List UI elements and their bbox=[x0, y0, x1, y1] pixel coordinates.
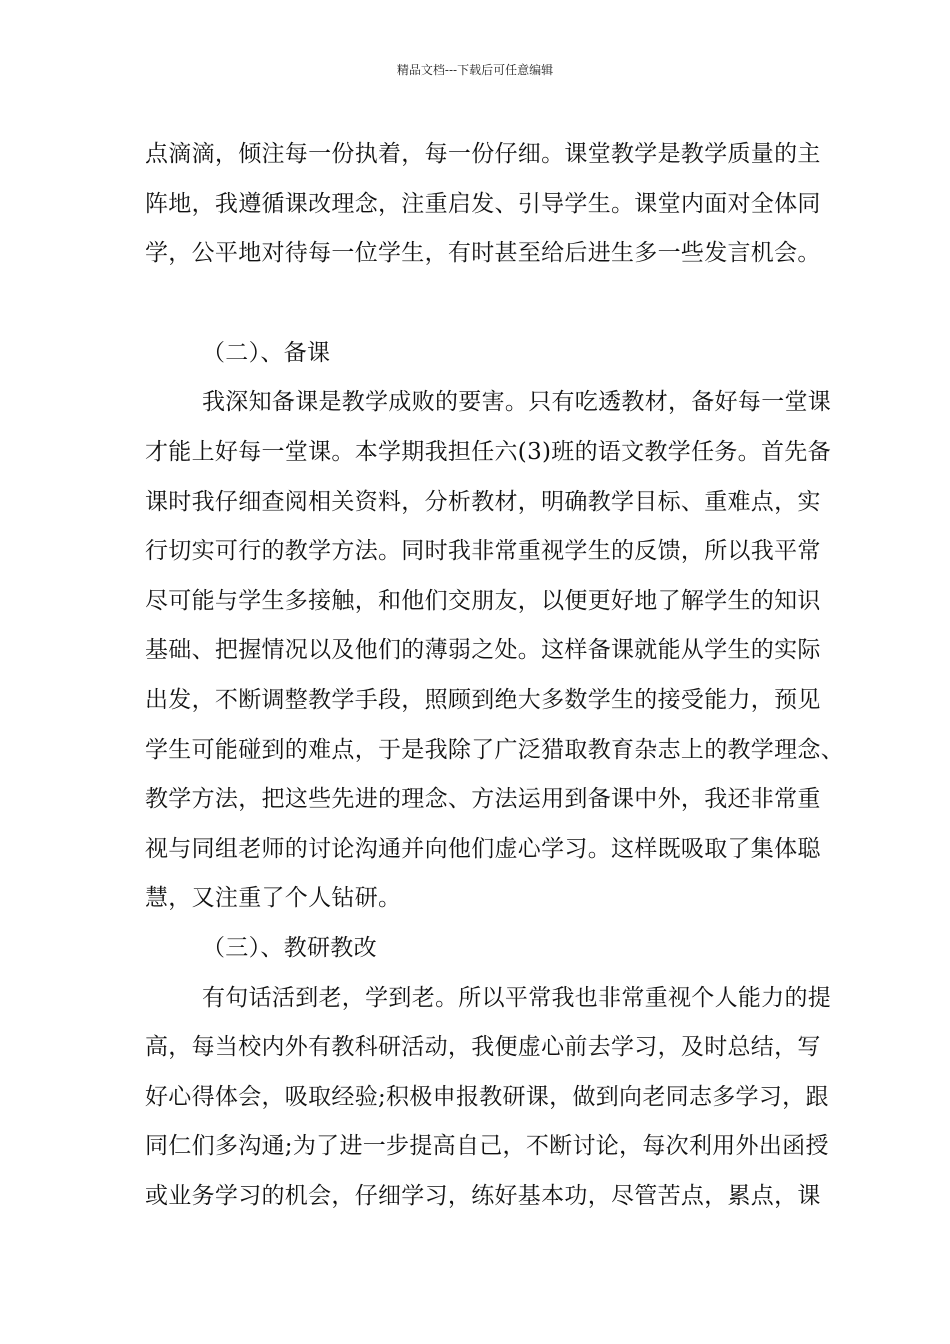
text-line: 慧，又注重了个人钻研。 bbox=[145, 885, 402, 912]
document-body bbox=[145, 130, 844, 1221]
text-line: 课时我仔细查阅相关资料，分析教材，明确教学目标、重难点，实 bbox=[145, 488, 821, 515]
text-line: 学，公平地对待每一位学生，有时甚至给后进生多一些发言机会。 bbox=[145, 240, 821, 267]
text-line: 出发，不断调整教学手段，照顾到绝大多数学生的接受能力，预见 bbox=[145, 686, 821, 713]
text-line: 好心得体会，吸取经验;积极申报教研课，做到向老同志多学习，跟 bbox=[145, 1083, 829, 1110]
text-line: 有句话活到老，学到老。所以平常我也非常重视个人能力的提 bbox=[202, 984, 832, 1011]
text-line: 学生可能碰到的难点，于是我除了广泛猎取教育杂志上的教学理念、 bbox=[145, 736, 844, 763]
text-line: 尽可能与学生多接触，和他们交朋友，以便更好地了解学生的知识 bbox=[145, 587, 821, 614]
text-line: 点滴滴，倾注每一份执着，每一份仔细。课堂教学是教学质量的主 bbox=[145, 141, 821, 167]
paragraph-spacer bbox=[145, 279, 825, 329]
text-line: 同仁们多沟通;为了进一步提高自己，不断讨论，每次利用外出函授 bbox=[145, 1133, 829, 1160]
text-line: 行切实可行的教学方法。同时我非常重视学生的反馈，所以我平常 bbox=[145, 538, 821, 565]
text-line: 或业务学习的机会，仔细学习，练好基本功，尽管苦点，累点，课 bbox=[145, 1182, 821, 1209]
section-heading: （三）、教研教改 bbox=[202, 934, 377, 961]
text-line: 教学方法，把这些先进的理念、方法运用到备课中外，我还非常重 bbox=[145, 786, 821, 813]
page-header: 精品文档---下载后可任意编辑 bbox=[396, 63, 554, 77]
text-line: 才能上好每一堂课。本学期我担任六(3)班的语文教学任务。首先备 bbox=[145, 438, 831, 465]
text-line: 阵地，我遵循课改理念，注重启发、引导学生。课堂内面对全体同 bbox=[145, 190, 821, 217]
text-line: 视与同组老师的讨论沟通并向他们虚心学习。这样既吸取了集体聪 bbox=[145, 835, 821, 862]
section-heading: （二）、备课 bbox=[202, 339, 331, 366]
text-line: 高，每当校内外有教科研活动，我便虚心前去学习，及时总结，写 bbox=[145, 1034, 821, 1061]
text-line: 我深知备课是教学成败的要害。只有吃透教材，备好每一堂课 bbox=[202, 389, 832, 416]
text-line: 基础、把握情况以及他们的薄弱之处。这样备课就能从学生的实际 bbox=[145, 637, 821, 664]
